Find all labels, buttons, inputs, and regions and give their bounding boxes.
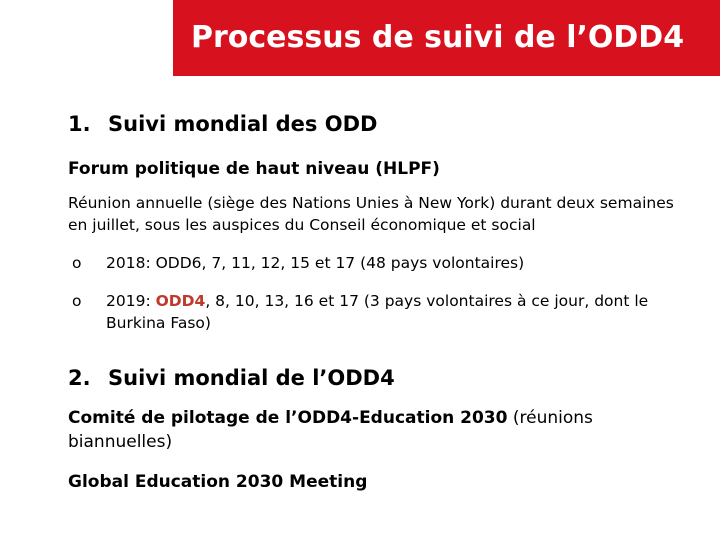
bullet-suffix: , 8, 10, 13, 16 et 17 (3 pays volontaires à ce jour, dont le Burkina Faso) xyxy=(106,292,649,332)
odd4-highlight: ODD4 xyxy=(155,292,206,310)
section-1-title: Suivi mondial des ODD xyxy=(108,112,378,136)
global-meeting-item: Global Education 2030 Meeting xyxy=(68,472,368,492)
steering-committee-title: Comité de pilotage de l’ODD4-Education 2030 xyxy=(68,408,508,428)
section-1-number: 1. xyxy=(68,112,91,136)
steering-committee-note: (réunions biannuelles) xyxy=(68,408,593,452)
section-2-title: Suivi mondial de l’ODD4 xyxy=(108,366,395,390)
bullet-prefix: 2019: xyxy=(106,292,156,310)
hlpf-description: Réunion annuelle (siège des Nations Unies à New York) durant deux semaines en juillet, sous les auspices du Conseil économique et social xyxy=(68,194,674,234)
bullet-text: 2018: ODD6, 7, 11, 12, 15 et 17 (48 pays volontaires) xyxy=(106,254,525,272)
section-1-heading xyxy=(68,110,688,138)
section-2-number: 2. xyxy=(68,366,91,390)
hlpf-subheading: Forum politique de haut niveau (HLPF) xyxy=(68,159,440,179)
title-banner xyxy=(173,0,720,76)
bullet-marker: o xyxy=(72,254,82,272)
steering-committee-item xyxy=(68,406,688,454)
page-title: Processus de suivi de l’ODD4 xyxy=(191,20,685,55)
section-2-heading xyxy=(68,364,688,392)
bullet-marker: o xyxy=(72,292,82,310)
bullet-2019 xyxy=(68,290,688,334)
slide-content xyxy=(68,110,688,494)
hlpf-bullet-list xyxy=(68,252,688,334)
bullet-text xyxy=(106,290,688,334)
bullet-2018 xyxy=(68,252,688,274)
